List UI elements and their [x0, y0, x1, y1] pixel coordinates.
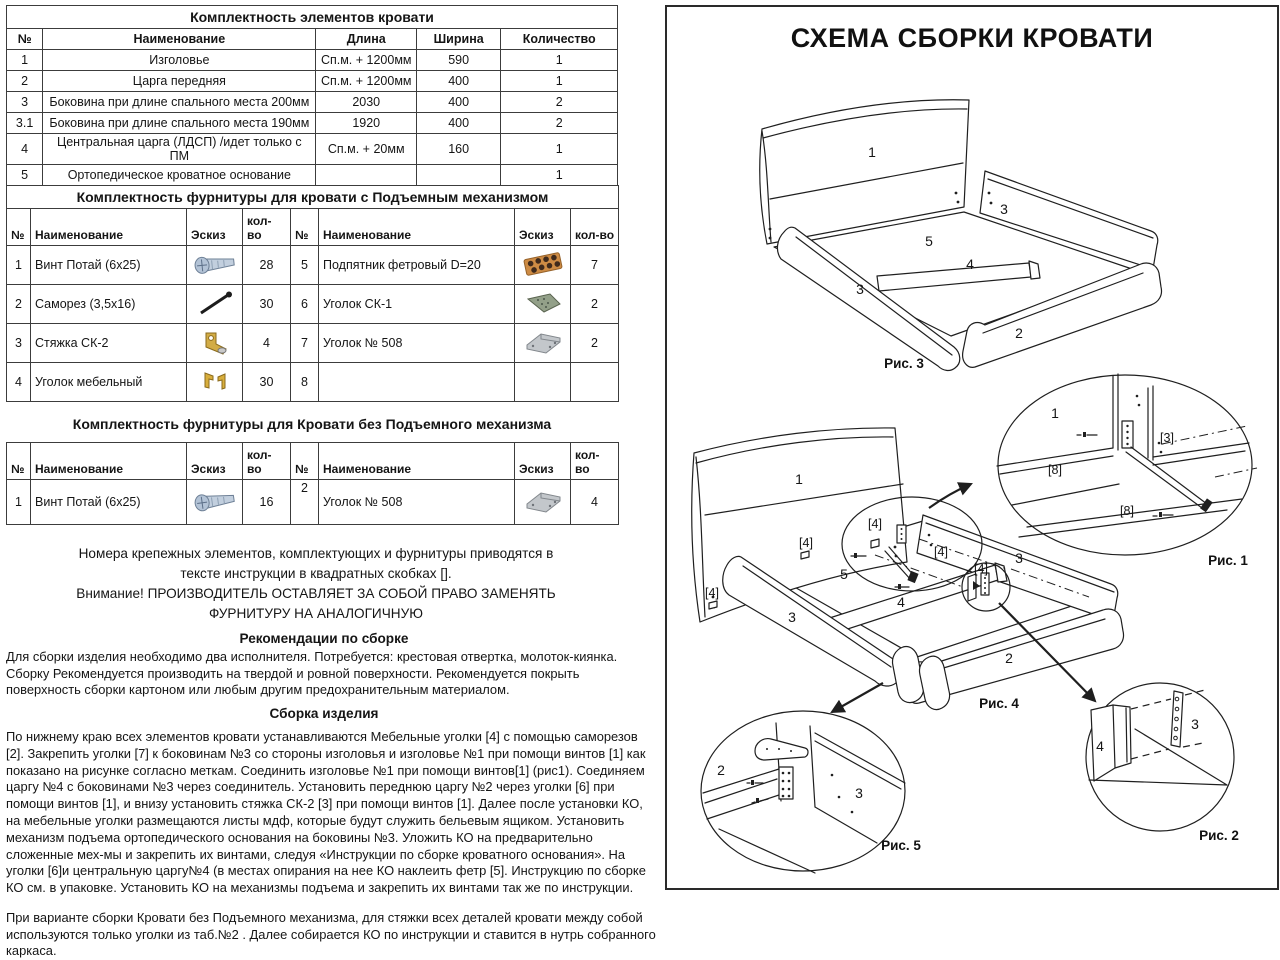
furniture-corner-icon: [187, 363, 243, 402]
fig4-label-side-right-visible: 3: [1015, 550, 1023, 566]
fig2-label-side: 3: [1191, 716, 1199, 732]
fig4-label-bracket-b: [4]: [934, 545, 948, 559]
fig5-label-side: 3: [855, 785, 863, 801]
table-row: 3 Стяжка СК-2 4 7 Уголок № 508 2: [7, 324, 619, 363]
fig4-label-bracket-d: [4]: [705, 586, 719, 600]
fig4-label-bracket-e: [4]: [974, 562, 988, 576]
assembly-no-pm-text: При варианте сборки Кровати без Подъемного механизма, для стяжки всех деталей кровати между собой используются только уголки из таб.№2 . Далее собирается КО по инструкции и ставится в нутрь собранного каркаса.: [6, 909, 656, 959]
fig4-label-side-left: 3: [788, 609, 796, 625]
table-header-row: [7, 29, 618, 50]
scheme-drawing: [667, 7, 1273, 884]
fig4-label-base: 5: [840, 566, 848, 582]
table-row: 1 Винт Потай (6х25) 28 5 Подпятник фетровый D=20 7: [7, 246, 619, 285]
note-line: ФУРНИТУРУ НА АНАЛОГИЧНУЮ: [209, 605, 423, 621]
note-line: тексте инструкции в квадратных скобках [].: [180, 565, 452, 581]
note-line: Номера крепежных элементов, комплектующих и фурнитуры приводятся в: [78, 546, 554, 561]
left-column: [6, 5, 656, 960]
fig4-label-center-rail: 4: [897, 594, 905, 610]
fig3-label-front-rail: 2: [1015, 325, 1023, 341]
table-header-row: № Наименование Эскиз кол-во № Наименование Эскиз кол-во: [7, 209, 619, 246]
table-row: 3.1 Боковина при длине спального места 190мм 1920 400 2: [7, 113, 618, 134]
note-line: Внимание! ПРОИЗВОДИТЕЛЬ ОСТАВЛЯЕТ ЗА СОБОЙ ПРАВО ЗАМЕНЯТЬ: [76, 585, 556, 601]
figure-3-assembled-bed: [760, 100, 1162, 371]
fig3-caption: Рис. 3: [884, 356, 924, 371]
col-header: №: [7, 29, 43, 50]
table-row: 1 Винт Потай (6х25) 16 2 Уголок № 508 4: [7, 480, 619, 525]
table-row: 4 Уголок мебельный 30 8: [7, 363, 619, 402]
recommendations-text: Для сборки изделия необходимо два исполнителя. Потребуется: крестовая отвертка, молоток-киянка. Сборку Рекомендуется производить на твердой и ровной поверхности. Рекомендуется покрыть поверхность сборки картоном или любым другим предохранительным материалом.: [6, 648, 618, 698]
table-row: 1 Изголовье Сп.м. + 1200мм 590 1: [7, 50, 618, 71]
fig4-label-front-rail: 2: [1005, 650, 1013, 666]
fig3-label-center-rail: 4: [966, 256, 974, 272]
fig3-label-headboard: 1: [868, 144, 876, 160]
corner-508-icon: [515, 480, 571, 525]
hardware-pm-table-title: Комплектность фурнитуры для кровати с Подъемным механизмом: [7, 186, 619, 209]
fig4-label-bracket-c: [4]: [799, 536, 813, 550]
figure-1-corner-detail: [997, 374, 1257, 568]
fig5-label-front-rail: 2: [717, 762, 725, 778]
assembly-text: По нижнему краю всех элементов кровати устанавливаются Мебельные уголки [4] с помощью саморезов [2]. Закрепить уголки [7] к боковинам №3 со стороны изголовья и изголовье №1 при помощи винтов [1] как показано на рисунке согласно меткам. Соединить изголовье №1 при помощи винтов[1] (рис1). Соединяем царгу №4 с боковинами №3 через соединитель. Установить переднюю царгу №2 через уголки [6] при помощи винтов [1], и внизу установить стяжка СК-2 [3] при помощи винтов [1]. Далее после установки КО, на мебельные уголки размещаются листы мдф, которые будут служить бельевым ящиком. Установить механизм подъема ортопедического основания на боковины №3. Уложить КО на предварительно сложенные мех-мы и закрепить их винтами, следуя «Инструкции по сборке кроватного основания». На уголки [6]и центральную царгу№4 (в местах опирания на нее КО наклеить фетр [5]. Инструкцию по сборке КО см. в упаковке. Установить КО на механизмы подъема и закрепить их винтами так же по инструкции.: [6, 729, 646, 896]
fig4-label-bracket-a: [4]: [868, 517, 882, 531]
elements-table-title: Комплектность элементов кровати: [7, 6, 618, 29]
fig3-label-side-right: 3: [1000, 201, 1008, 217]
fig1-label-screw-b: [8]: [1120, 504, 1134, 518]
table-header-row: № Наименование Эскиз кол-во № Наименование Эскиз кол-во: [7, 443, 619, 480]
figure-2-rail-detail: [1086, 683, 1239, 843]
tie-sk2-icon: [187, 324, 243, 363]
table-row: 2 Саморез (3,5х16) 30 6 Уголок СК-1 2: [7, 285, 619, 324]
fig4-label-headboard: 1: [795, 471, 803, 487]
fig3-label-base: 5: [925, 233, 933, 249]
fig5-caption: Рис. 5: [881, 838, 921, 853]
hardware-nopm-table-title: Комплектность фурнитуры для Кровати без Подъемного механизма: [72, 416, 552, 432]
fig1-caption: Рис. 1: [1208, 553, 1248, 568]
hardware-note: [6, 544, 626, 624]
hardware-pm-table: [6, 185, 619, 402]
corner-sk1-icon: [515, 285, 571, 324]
countersunk-screw-icon: [187, 480, 243, 525]
hardware-nopm-table: [6, 442, 619, 525]
recommendations-heading: Рекомендации по сборке: [239, 630, 409, 646]
self-tapping-screw-icon: [187, 285, 243, 324]
col-header: Ширина: [416, 29, 500, 50]
corner-508-icon: [515, 324, 571, 363]
felt-pads-icon: [515, 246, 571, 285]
figure-5-corner-detail: [701, 711, 921, 873]
col-header: Количество: [501, 29, 618, 50]
table-row: 3 Боковина при длине спального места 200мм 2030 400 2: [7, 92, 618, 113]
fig2-caption: Рис. 2: [1199, 828, 1239, 843]
fig4-caption: Рис. 4: [979, 696, 1019, 711]
col-header: Длина: [316, 29, 416, 50]
fig1-label-tie: [3]: [1160, 431, 1174, 445]
assembly-heading: Сборка изделия: [269, 706, 379, 722]
empty-sketch-cell: [515, 363, 571, 402]
table-row: 5 Ортопедическое кроватное основание 1: [7, 165, 618, 186]
fig2-label-center-rail: 4: [1096, 738, 1104, 754]
fig1-label-screw-a: [8]: [1048, 463, 1062, 477]
countersunk-screw-icon: [187, 246, 243, 285]
col-header: Наименование: [43, 29, 316, 50]
scheme-panel: [665, 5, 1279, 890]
callout-arrow-to-fig5: [832, 683, 883, 712]
scheme-title: СХЕМА СБОРКИ КРОВАТИ: [790, 23, 1154, 53]
table-row: 2 Царга передняя Сп.м. + 1200мм 400 1: [7, 71, 618, 92]
table-row: 4 Центральная царга (ЛДСП) /идет только с ПМ Сп.м. + 20мм 160 1: [7, 134, 618, 165]
fig1-label-headboard: 1: [1051, 405, 1059, 421]
elements-table: [6, 5, 618, 186]
fig3-label-side-left: 3: [856, 281, 864, 297]
